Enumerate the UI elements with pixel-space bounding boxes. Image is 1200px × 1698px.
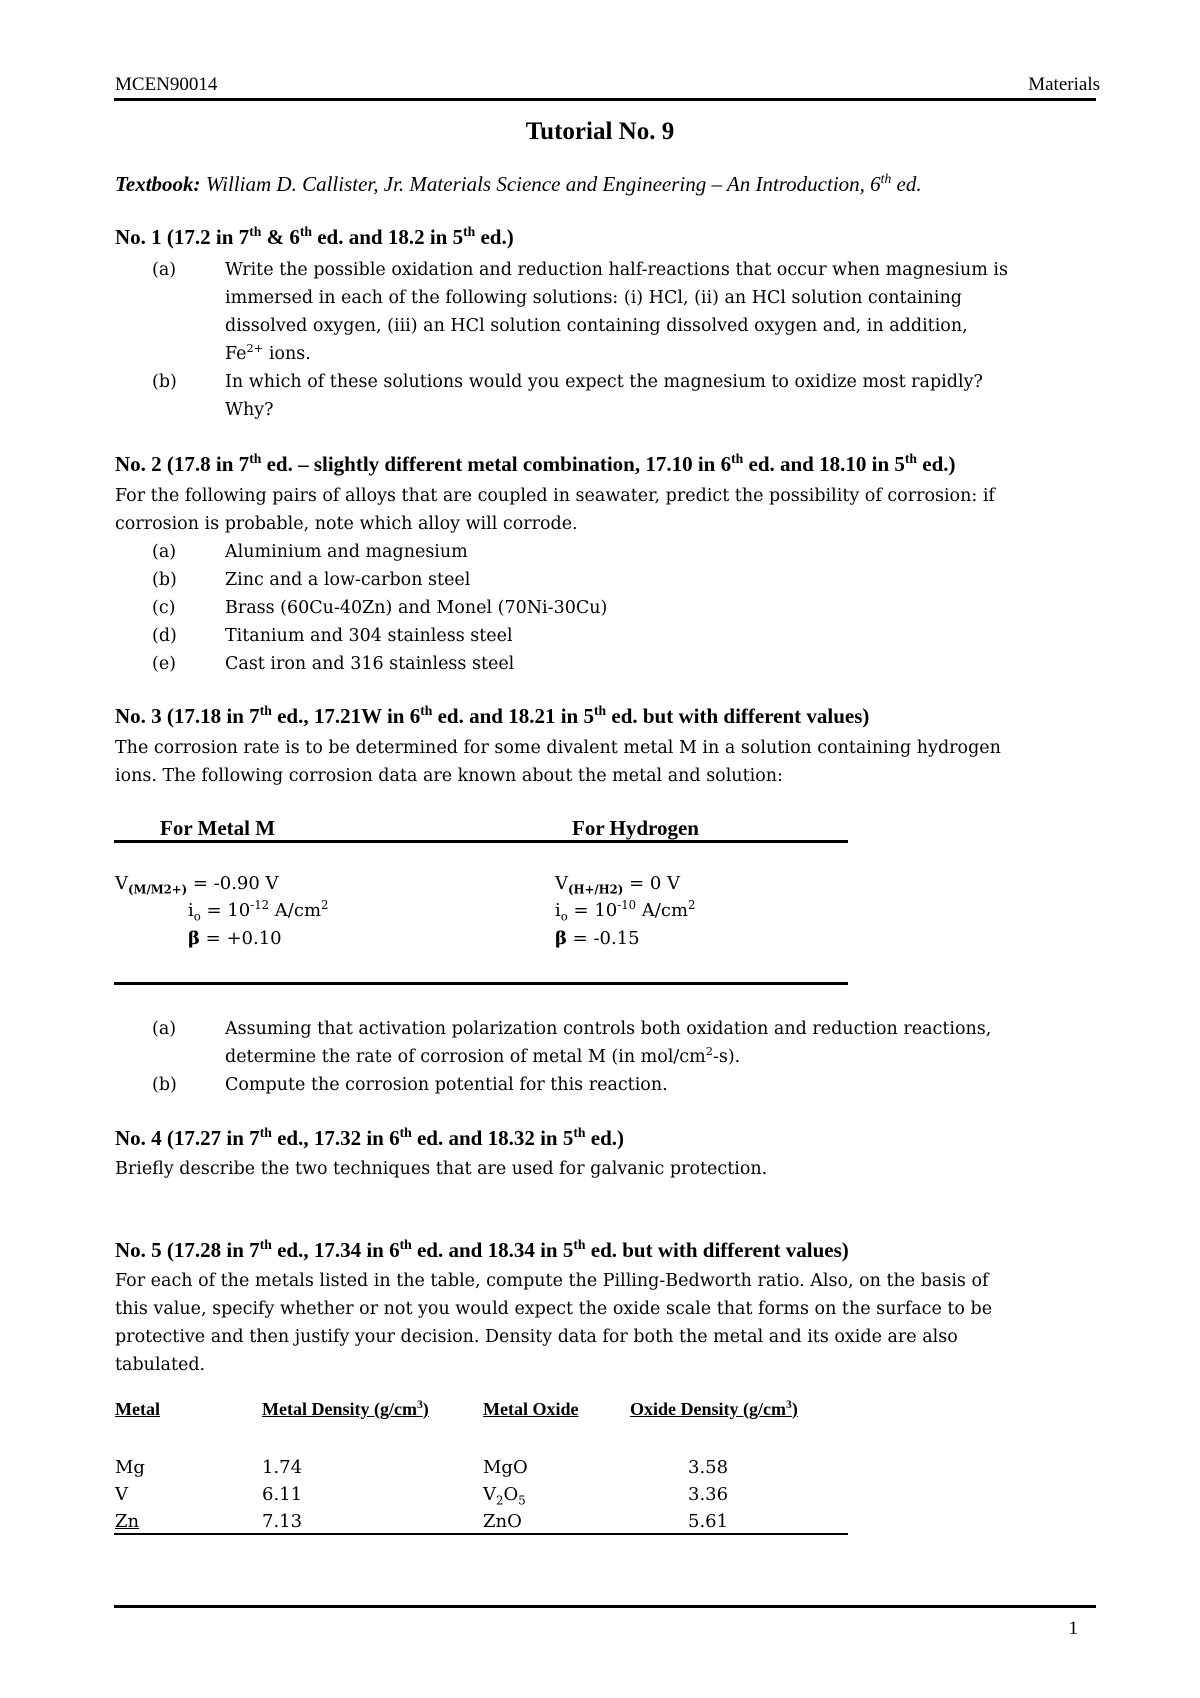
q5-intro-line-1: For each of the metals listed in the table, compute the Pilling-Bedworth ratio. Also, on the basis of xyxy=(115,1271,989,1291)
metal-column-heading: For Metal M xyxy=(160,816,276,840)
table-cell-metal: Zn xyxy=(115,1511,140,1532)
textbook-author: William D. Callister, Jr. Materials Science and Engineering – An Introduction, 6 xyxy=(200,172,881,196)
q2-intro-line-2: corrosion is probable, note which alloy will corrode. xyxy=(115,514,578,534)
table-header-oxide-density: Oxide Density $(g/cm^3)$ xyxy=(630,1398,798,1419)
table-cell-oxide: ZnO xyxy=(483,1511,522,1532)
q5-heading: No. 5 (17.28 in 7th ed., 17.34 in 6th ed. and 18.34 in 5th ed. but with different values) xyxy=(115,1237,849,1262)
table-cell-metal: Mg xyxy=(115,1457,145,1478)
q2-intro-line-1: For the following pairs of alloys that are coupled in seawater, predict the possibility of corrosion: if xyxy=(115,486,995,506)
q5-intro-line-3: protective and then justify your decision. Density data for both the metal and its oxide are also xyxy=(115,1327,958,1347)
textbook-label: Textbook: xyxy=(115,172,201,196)
q1-a-line-2: immersed in each of the following solutions: (i) HCl, (ii) an HCl solution containing xyxy=(225,288,962,308)
q2-item-text: Cast iron and 316 stainless steel xyxy=(225,654,515,674)
table-cell-oxide-density: 3.36 xyxy=(688,1484,729,1505)
table-header-metal-oxide: Metal Oxide xyxy=(483,1399,579,1419)
page-title: Tutorial No. 9 xyxy=(525,118,675,145)
table-header-metal-density: Metal Density $(g/cm^3)$ xyxy=(262,1398,429,1419)
table-cell-oxide: $V_2O_5$ xyxy=(483,1484,526,1508)
table-header-metal: Metal xyxy=(115,1399,160,1419)
q1-a-line-3: dissolved oxygen, (iii) an HCl solution containing dissolved oxygen and, in addition, xyxy=(225,316,968,336)
q2-item-label: (c) xyxy=(152,598,176,618)
q3-a-line-1: Assuming that activation polarization controls both oxidation and reduction reactions, xyxy=(225,1019,992,1039)
q4-heading: No. 4 (17.27 in 7th ed., 17.32 in 6th ed. and 18.32 in 5th ed.) xyxy=(115,1125,624,1150)
q2-item-label: (d) xyxy=(152,626,177,646)
hydrogen-exchange-current: $i_o = 10^{-10}$ $A/cm^2$ xyxy=(555,898,696,924)
corrosion-table-top-rule xyxy=(114,840,848,843)
q2-heading: No. 2 (17.8 in 7th ed. – slightly different metal combination, 17.10 in 6th ed. and 18.10 in 5th ed.) xyxy=(115,451,956,476)
q2-item-text: Zinc and a low-carbon steel xyxy=(225,570,471,590)
q1-b-line-2: Why? xyxy=(225,400,274,420)
metal-beta: β = +0.10 xyxy=(188,928,282,949)
table-cell-oxide-density: 5.61 xyxy=(688,1511,729,1532)
q3-a-label: (a) xyxy=(152,1019,177,1039)
q2-item-text: Brass (60Cu-40Zn) and Monel (70Ni-30Cu) xyxy=(225,598,608,618)
page-number: 1 xyxy=(1068,1618,1078,1639)
metal-potential: $V_{(M/M2+)} = -0.90$ V xyxy=(115,873,279,897)
q3-intro-line-2: ions. The following corrosion data are known about the metal and solution: xyxy=(115,766,783,786)
q4-text: Briefly describe the two techniques that are used for galvanic protection. xyxy=(115,1159,768,1179)
q5-intro-line-4: tabulated. xyxy=(115,1355,206,1375)
header-course-code: MCEN90014 xyxy=(115,74,218,95)
table-cell-metal: V xyxy=(115,1484,128,1505)
textbook-end: ed. xyxy=(891,172,922,196)
table-cell-metal-density: 1.74 xyxy=(262,1457,303,1478)
q3-b-label: (b) xyxy=(152,1075,177,1095)
q5-intro-line-2: this value, specify whether or not you would expect the oxide scale that forms on the surface to be xyxy=(115,1299,993,1319)
q3-a-line-2: determine the rate of corrosion of metal M (in mol/$cm^2-s$). xyxy=(225,1044,741,1067)
table-cell-oxide-density: 3.58 xyxy=(688,1457,729,1478)
header-rule xyxy=(114,98,1096,101)
hydrogen-beta: β = -0.15 xyxy=(555,928,640,949)
corrosion-table-bottom-rule xyxy=(114,982,848,985)
textbook-sup: th xyxy=(880,171,892,186)
hydrogen-potential: $V_{(H+/H2)} = 0$ V xyxy=(555,873,681,897)
table-cell-metal-density: 6.11 xyxy=(262,1484,303,1505)
q1-b-line-1: In which of these solutions would you expect the magnesium to oxidize most rapidly? xyxy=(225,372,983,392)
textbook-reference xyxy=(115,172,922,197)
q3-heading: No. 3 (17.18 in 7th ed., 17.21W in 6th ed. and 18.21 in 5th ed. but with different values) xyxy=(115,703,870,728)
q2-item-text: Aluminium and magnesium xyxy=(225,542,468,562)
q2-item-label: (a) xyxy=(152,542,177,562)
q1-heading: No. 1 (17.2 in 7th & 6th ed. and 18.2 in 5th ed.) xyxy=(115,224,514,249)
q2-item-label: (b) xyxy=(152,570,177,590)
q3-intro-line-1: The corrosion rate is to be determined for some divalent metal M in a solution containing hydrogen xyxy=(115,738,1001,758)
hydrogen-column-heading: For Hydrogen xyxy=(572,816,699,840)
q1-a-line-4: $Fe^{2+}$ ions. xyxy=(225,341,311,364)
q1-a-line-1: Write the possible oxidation and reduction half-reactions that occur when magnesium is xyxy=(225,260,1009,280)
table-cell-oxide: MgO xyxy=(483,1457,528,1478)
q2-item-text: Titanium and 304 stainless steel xyxy=(225,626,513,646)
footer-rule xyxy=(114,1605,1096,1608)
q1-b-label: (b) xyxy=(152,372,177,392)
metal-exchange-current: $i_o = 10^{-12}$ $A/cm^2$ xyxy=(188,898,329,924)
header-subject: Materials xyxy=(1028,74,1100,95)
q3-b-text: Compute the corrosion potential for this reaction. xyxy=(225,1075,668,1095)
density-table-bottom-rule xyxy=(114,1533,848,1535)
table-cell-metal-density: 7.13 xyxy=(262,1511,303,1532)
q2-item-label: (e) xyxy=(152,654,177,674)
q1-a-label: (a) xyxy=(152,260,177,280)
